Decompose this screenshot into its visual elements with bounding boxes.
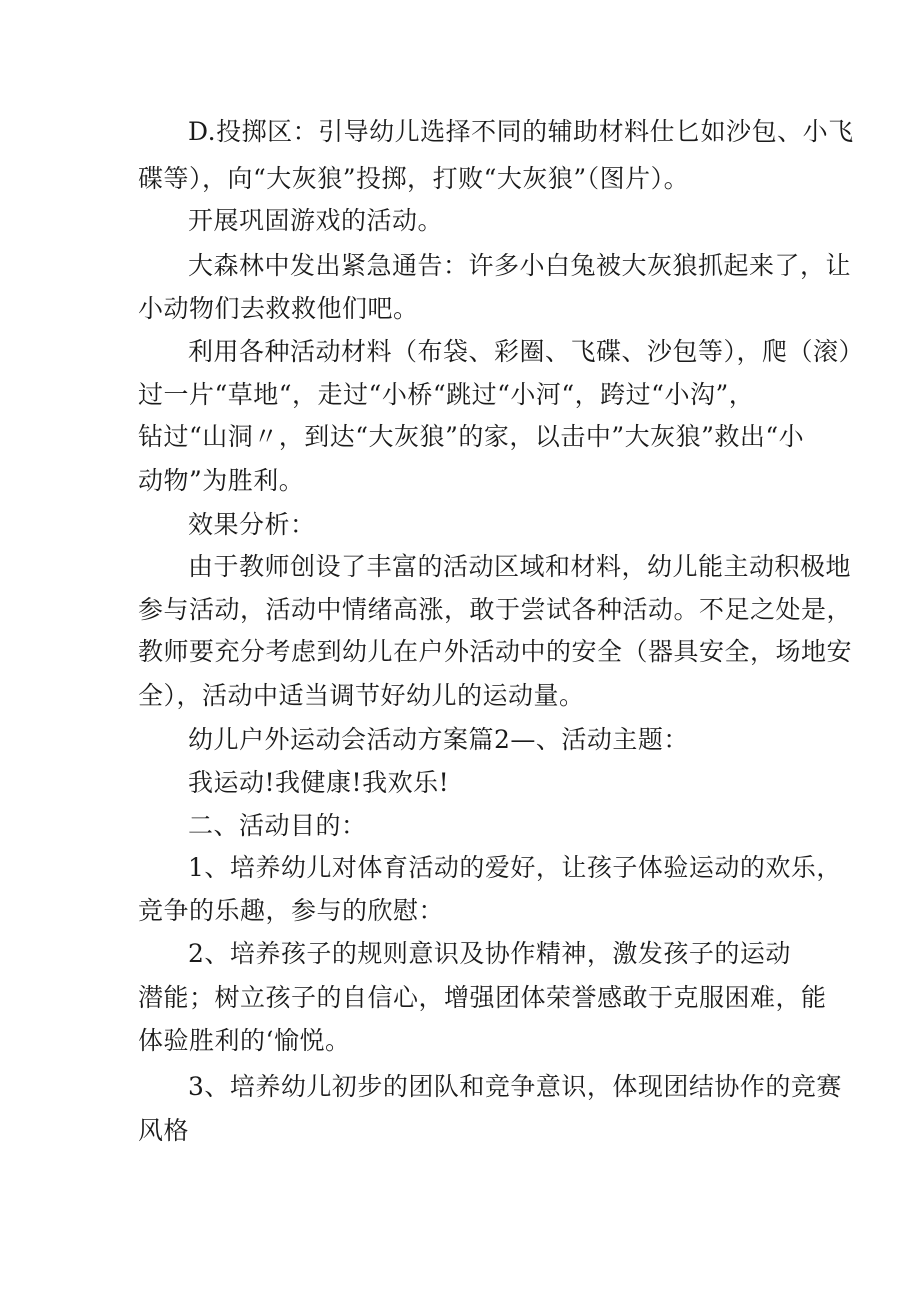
paragraph-line: D.投掷区：引导幼儿选择不同的辅助材料仕匕如沙包、小飞 <box>188 117 854 146</box>
paragraph-line: 过一片“草地“，走过“小桥“跳过“小河“，跨过“小沟”， <box>138 380 755 409</box>
paragraph-line: 动物”为胜利。 <box>138 466 305 495</box>
paragraph-line: 3、培养幼儿初步的团队和竞争意识，体现团结协作的竞赛 <box>188 1072 842 1101</box>
paragraph-line: 参与活动，活动中情绪高涨，敢于尝试各种活动。不足之处是， <box>138 595 853 624</box>
paragraph-line: 我运动!我健康!我欢乐! <box>188 768 450 797</box>
paragraph-line: 体验胜利的‘愉悦。 <box>138 1026 351 1055</box>
paragraph-line: 风格 <box>138 1116 190 1145</box>
paragraph-line: 全），活动中适当调节好幼儿的运动量。 <box>138 681 585 710</box>
paragraph-line: 利用各种活动材料（布袋、彩圈、飞碟、沙包等），爬（滚） <box>188 337 865 366</box>
paragraph-line: 2、培养孩子的规则意识及协作精神，激发孩子的运动 <box>188 939 791 968</box>
section-heading-line: 幼儿户外运动会活动方案篇2—、活动主题： <box>188 725 689 754</box>
section-heading-line: 二、活动目的： <box>188 811 367 840</box>
paragraph-line: 效果分析： <box>188 510 316 539</box>
paragraph-line: 小动物们去救救他们吧。 <box>138 294 419 323</box>
paragraph-line: 开展巩固游戏的活动。 <box>188 206 444 235</box>
paragraph-line: 竞争的乐趣，参与的欣慰： <box>138 896 445 925</box>
paragraph-line: 由于教师创设了丰富的活动区域和材料，幼儿能主动积极地 <box>188 552 852 581</box>
paragraph-line: 碟等），向“大灰狼”投掷，打败“大灰狼”（图片）。 <box>138 164 690 193</box>
paragraph-line: 潜能；树立孩子的自信心，增强团体荣誉感敢于克服困难，能 <box>138 983 827 1012</box>
paragraph-line: 1、培养幼儿对体育活动的爱好，让孩子体验运动的欢乐， <box>188 853 842 882</box>
paragraph-line: 钻过“山洞〃，到达“大灰狼”的家，以击中”大灰狼”救出“小 <box>138 422 805 451</box>
paragraph-line: 教师要充分考虑到幼儿在户外活动中的安全（器具安全，场地安 <box>138 637 853 666</box>
paragraph-line: 大森林中发出紧急通告：许多小白兔被大灰狼抓起来了，让 <box>188 251 852 280</box>
